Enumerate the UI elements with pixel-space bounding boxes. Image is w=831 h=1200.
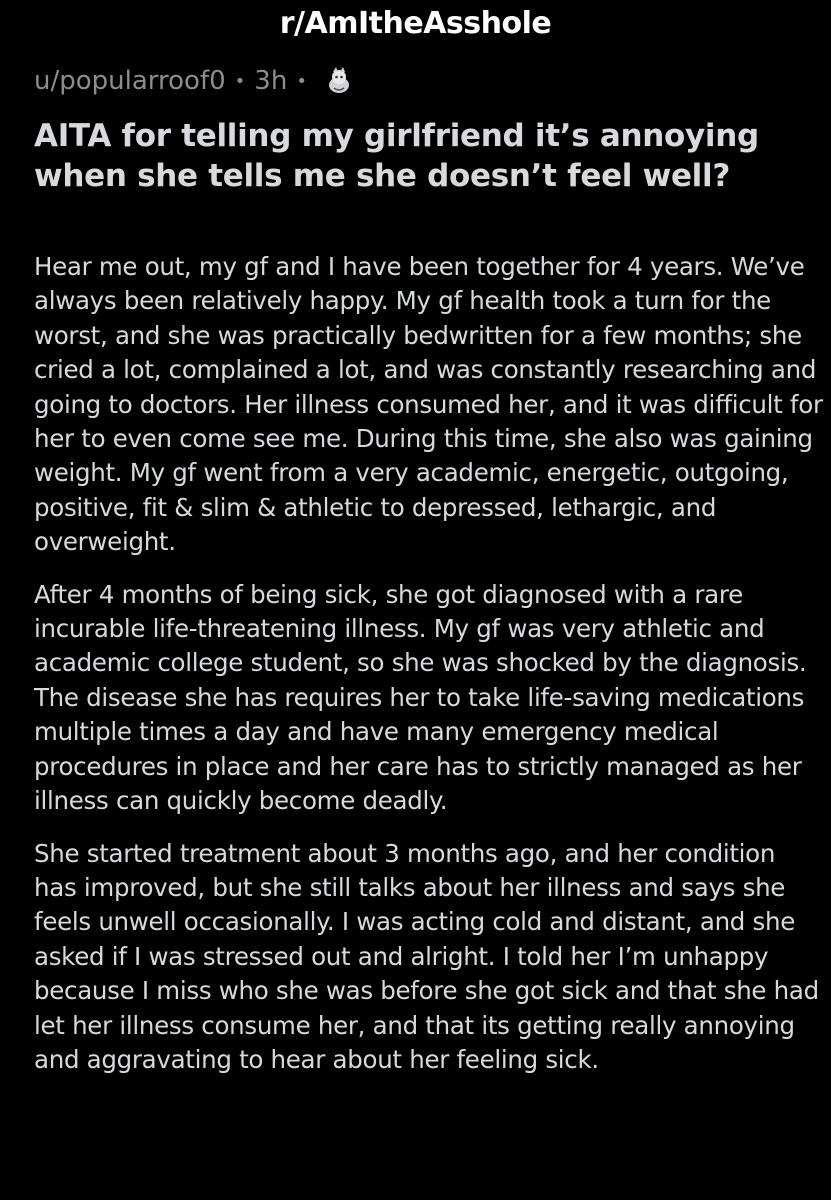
body-paragraph: After 4 months of being sick, she got diagnosed with a rare incurable life-threatening illness. My gf was very athletic and academic college student, so she was shocked by the diagnosis. The disease she has requires her to take life-saving medications multiple times a day and have many emergency medical procedures in place and her care has to strictly managed as her illness can quickly become deadly.: [34, 579, 807, 816]
body-paragraph: Hear me out, my gf and I have been together for 4 years. We’ve always been relatively happy. My gf health took a turn for the worst, and she was practically bedwritten for a few months; she cried a lot, complained a lot, and was constantly researching and going to doctors. Her illness consumed her, and it was difficult for her to even come see me. During this time, she also was gaining weight. My gf went from a very academic, energetic, outgoing, positive, fit & slim & athletic to depressed, lethargic, and overweight.: [34, 252, 823, 557]
meta-separator: •: [234, 70, 246, 92]
meta-separator: •: [296, 70, 307, 92]
post-meta: [34, 64, 354, 98]
snoo-avatar-icon[interactable]: [324, 66, 354, 96]
post-age: 3h: [254, 66, 288, 96]
post-body: [34, 250, 824, 1095]
body-paragraph: She started treatment about 3 months ago, and her condition has improved, but she still talks about her illness and says she feels unwell occasionally. I was acting cold and distant, and she asked if I was stressed out and alright. I told her I’m unhappy because I miss who she was before she got sick and that she had let her illness consume her, and that its getting really annoying and aggravating to hear about her feeling sick.: [34, 838, 819, 1074]
subreddit-name[interactable]: r/AmItheAsshole: [279, 6, 552, 41]
post-title[interactable]: AITA for telling my girlfriend it’s annoying when she tells me she doesn’t feel well?: [34, 118, 759, 194]
author-link[interactable]: u/popularroof0: [34, 66, 226, 96]
